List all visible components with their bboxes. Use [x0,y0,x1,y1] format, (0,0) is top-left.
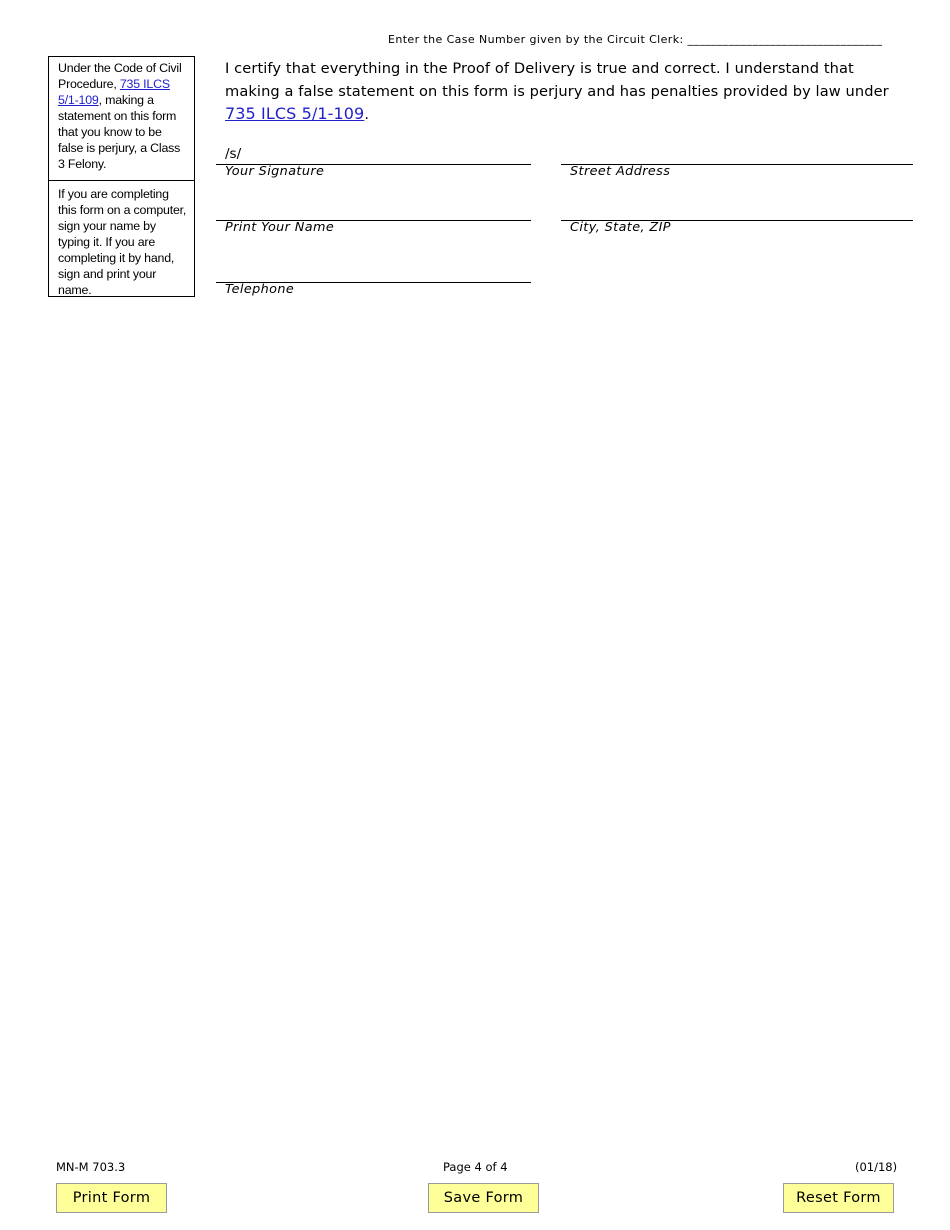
signing-instructions: If you are completing this form on a computer, sign your name by typing it. If you are completing it by hand, sign and print your name. [58,187,187,297]
save-form-button[interactable]: Save Form [428,1183,539,1213]
signature-label: Your Signature [225,164,325,179]
perjury-notice-text-end: , making a statement on this form that you know to be false is perjury, a Class 3 Felony. [58,93,181,171]
city-state-zip-input[interactable] [561,202,913,219]
case-number-line [388,33,882,46]
telephone-input[interactable] [216,264,531,281]
page-number: Page 4 of 4 [443,1160,508,1174]
form-revision: (01/18) [855,1160,898,1174]
statute-link-sidebar[interactable]: 735 ILCS 5/1-109 [58,77,170,107]
street-address-input[interactable] [561,146,913,163]
case-number-label: Enter the Case Number given by the Circuit Clerk: [388,33,684,46]
city-state-zip-label: City, State, ZIP [570,220,671,235]
print-name-input[interactable] [216,202,531,219]
print-form-button[interactable]: Print Form [56,1183,167,1213]
reset-form-button[interactable]: Reset Form [783,1183,894,1213]
certification-end: . [364,106,370,123]
certification-statement [225,58,905,127]
signature-input[interactable]: /s/ [225,146,242,162]
print-name-label: Print Your Name [225,220,335,235]
statute-link-certification[interactable]: 735 ILCS 5/1-109 [225,104,365,123]
perjury-notice [49,57,194,181]
street-address-label: Street Address [570,164,671,179]
instruction-box [48,56,195,297]
perjury-notice-text: Under the Code of Civil Procedure, [58,61,182,91]
telephone-label: Telephone [225,282,295,297]
form-id: MN-M 703.3 [56,1160,126,1174]
case-number-field[interactable]: _________________________________ [687,33,883,46]
certification-text: I certify that everything in the Proof of Delivery is true and correct. I understand that making a false statement on this form is perjury and has penalties provided by law under [225,60,889,100]
